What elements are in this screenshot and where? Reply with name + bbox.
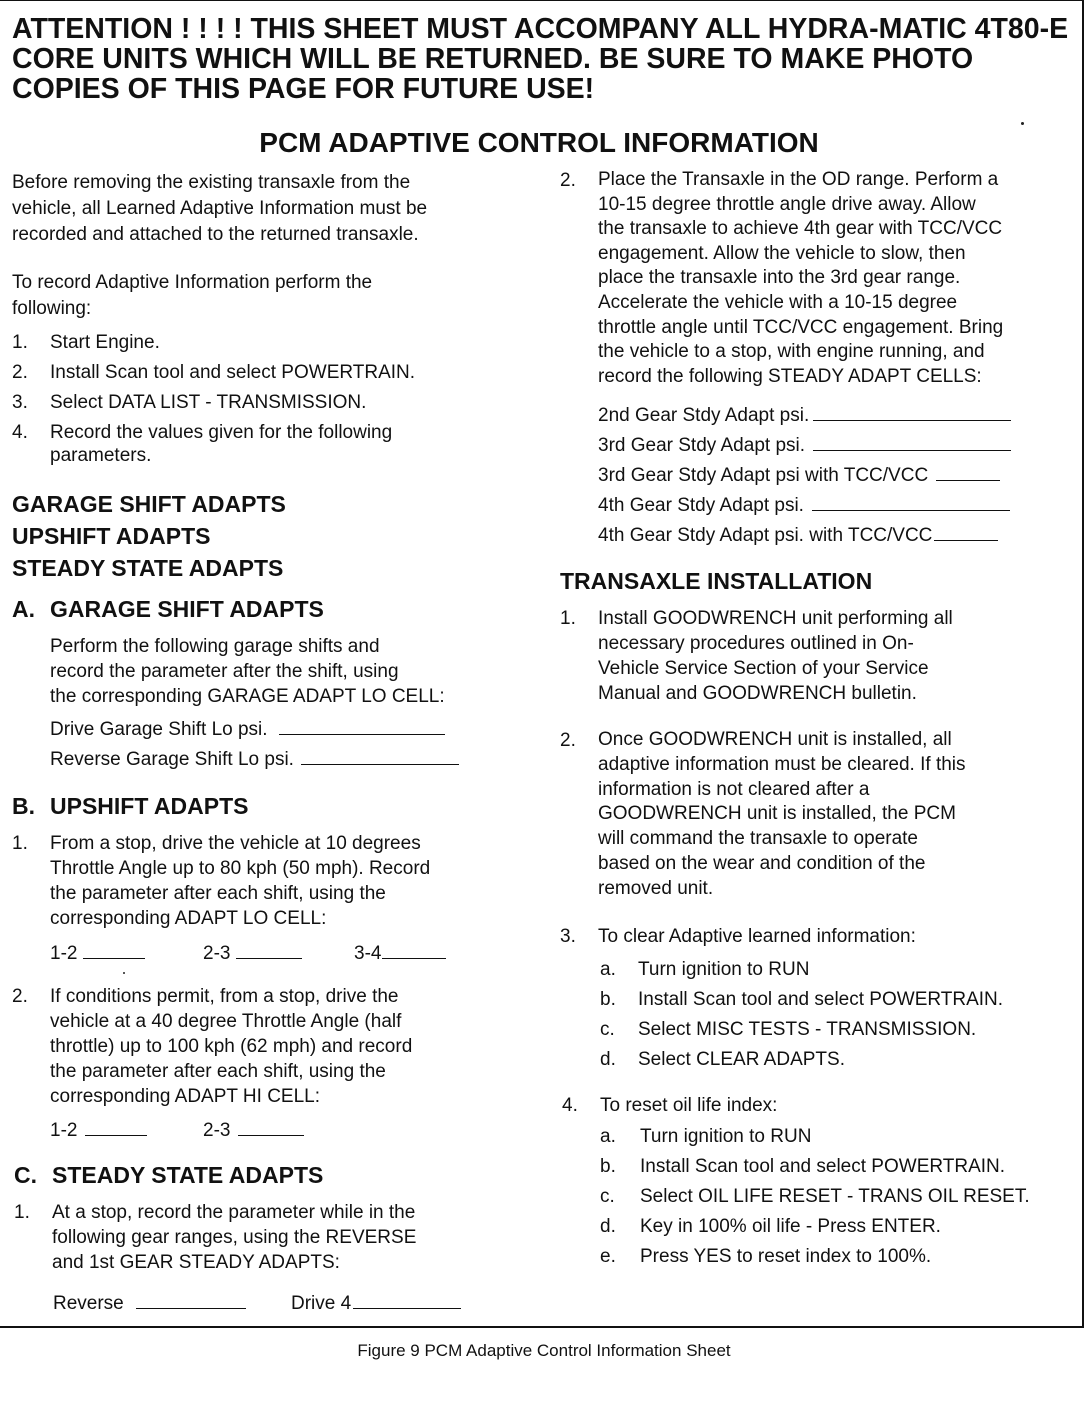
install-3b-text: Install Scan tool and select POWERTRAIN.: [638, 989, 1004, 1010]
stdy-4th-field: 4th Gear Stdy Adapt psi.: [598, 492, 1010, 519]
install-2-num: 2.: [560, 730, 576, 751]
page-title: PCM ADAPTIVE CONTROL INFORMATION: [259, 127, 819, 158]
section-b-title: UPSHIFT ADAPTS: [50, 793, 249, 819]
reverse-garage-blank[interactable]: [301, 746, 459, 765]
drive-4-field: Drive 4: [291, 1290, 461, 1317]
install-3a-text: Turn ignition to RUN: [638, 959, 810, 980]
install-1-num: 1.: [560, 608, 576, 629]
attention-banner: ATTENTION ! ! ! ! THIS SHEET MUST ACCOMPANY ALL HYDRA-MATIC 4T80-E CORE UNITS WHICH WILL BE RETURNED. BE SURE TO MAKE PHOTO COPIES OF THIS PAGE FOR FUTURE USE!: [12, 13, 1069, 105]
stdy-4th-tcc-blank[interactable]: [934, 522, 998, 541]
install-4e-text: Press YES to reset index to 100%.: [640, 1246, 932, 1267]
stdy-3rd-field: 3rd Gear Stdy Adapt psi.: [598, 432, 1011, 459]
install-4a-letter: a.: [600, 1126, 616, 1147]
install-4b-text: Install Scan tool and select POWERTRAIN.: [640, 1156, 1006, 1177]
section-b-item2-num: 2.: [12, 986, 28, 1007]
install-3-text: To clear Adaptive learned information:: [598, 926, 916, 947]
step-4-text: Record the values given for the following: [50, 422, 393, 443]
section-c-letter: C.: [14, 1162, 37, 1188]
section-b-item1-num: 1.: [12, 833, 28, 854]
shift-2-3-hi: 2-3: [203, 1117, 304, 1144]
install-3b-letter: b.: [600, 989, 616, 1010]
step-2-text: Install Scan tool and select POWERTRAIN.: [50, 362, 416, 383]
install-4e-letter: e.: [600, 1246, 616, 1267]
drive-garage-blank[interactable]: [279, 716, 445, 735]
intro-paragraph-1: Before removing the existing transaxle from the vehicle, all Learned Adaptive Information must be recorded and attached to the returned transaxle.: [12, 172, 428, 245]
stdy-3rd-tcc-field: 3rd Gear Stdy Adapt psi with TCC/VCC: [598, 462, 1000, 489]
drive-4-blank[interactable]: [353, 1290, 461, 1309]
section-b-item1-text: From a stop, drive the vehicle at 10 degrees Throttle Angle up to 80 kph (50 mph). Record the parameter after each shift, using the corresponding ADAPT LO CELL:: [50, 833, 431, 929]
step-1: 1.: [12, 332, 28, 353]
figure-caption: Figure 9 PCM Adaptive Control Information Sheet: [357, 1341, 731, 1360]
stdy-3rd-tcc-blank[interactable]: [936, 462, 1000, 481]
shift-1-2-lo-blank[interactable]: [83, 940, 145, 959]
install-2-text: Once GOODWRENCH unit is installed, all adaptive information must be cleared. If this information is not cleared after a GOODWRENCH unit is installed, the PCM will command the transaxle to operate based on the wear and condition of the removed unit.: [598, 729, 966, 899]
right-item2-text: Place the Transaxle in the OD range. Perform a 10-15 degree throttle angle drive away. Allow the transaxle to achieve 4th gear with TCC/VCC engagement. Allow the vehicle to slow, then place the transaxle into the 3rd gear range. Accelerate the vehicle with a 10-15 degree throttle angle until TCC/VCC engagement. Bring the vehicle to a stop, with engine running, and record the following STEADY ADAPT CELLS:: [598, 169, 1004, 387]
speck: [123, 972, 125, 974]
section-a-letter: A.: [12, 596, 35, 622]
step-3-text: Select DATA LIST - TRANSMISSION.: [50, 392, 367, 413]
section-a-text: Perform the following garage shifts and record the parameter after the shift, using the corresponding GARAGE ADAPT LO CELL:: [50, 636, 445, 707]
intro-paragraph-2: To record Adaptive Information perform the following:: [12, 272, 373, 319]
install-4a-text: Turn ignition to RUN: [640, 1126, 812, 1147]
stdy-2nd-blank[interactable]: [813, 402, 1011, 421]
install-4b-letter: b.: [600, 1156, 616, 1177]
install-4-text: To reset oil life index:: [600, 1095, 778, 1116]
install-4-num: 4.: [562, 1095, 578, 1116]
install-4d-letter: d.: [600, 1216, 616, 1237]
install-3a-letter: a.: [600, 959, 616, 980]
shift-2-3-lo-blank[interactable]: [236, 940, 302, 959]
stdy-2nd-field: 2nd Gear Stdy Adapt psi.: [598, 402, 1011, 429]
section-b-letter: B.: [12, 793, 35, 819]
speck: [1021, 122, 1024, 125]
install-3c-letter: c.: [600, 1019, 615, 1040]
section-a-title: GARAGE SHIFT ADAPTS: [50, 596, 324, 622]
shift-1-2-lo: 1-2: [50, 940, 145, 967]
install-4c-letter: c.: [600, 1186, 615, 1207]
section-c-item1-text: At a stop, record the parameter while in the following gear ranges, using the REVERSE and 1st GEAR STEADY ADAPTS:: [52, 1202, 417, 1273]
install-4c-text: Select OIL LIFE RESET - TRANS OIL RESET.: [640, 1186, 1030, 1207]
shift-2-3-lo: 2-3: [203, 940, 302, 967]
install-3c-text: Select MISC TESTS - TRANSMISSION.: [638, 1019, 977, 1040]
step-3: 3.: [12, 392, 28, 413]
section-c-item1-num: 1.: [14, 1202, 30, 1223]
install-3d-text: Select CLEAR ADAPTS.: [638, 1049, 845, 1070]
install-4d-text: Key in 100% oil life - Press ENTER.: [640, 1216, 941, 1237]
install-3d-letter: d.: [600, 1049, 616, 1070]
step-1-text: Start Engine.: [50, 332, 160, 353]
install-title: TRANSAXLE INSTALLATION: [560, 568, 873, 594]
step-4-text-cont: parameters.: [50, 445, 152, 466]
reverse-field: Reverse: [53, 1290, 246, 1317]
step-4: 4.: [12, 422, 28, 443]
shift-3-4-lo-blank[interactable]: [382, 940, 446, 959]
step-2: 2.: [12, 362, 28, 383]
shift-1-2-hi: 1-2: [50, 1117, 147, 1144]
stdy-4th-tcc-field: 4th Gear Stdy Adapt psi. with TCC/VCC: [598, 522, 998, 549]
list-head-upshift: UPSHIFT ADAPTS: [12, 523, 211, 549]
shift-2-3-hi-blank[interactable]: [238, 1117, 304, 1136]
drive-garage-field: Drive Garage Shift Lo psi.: [50, 716, 445, 743]
reverse-blank[interactable]: [136, 1290, 246, 1309]
stdy-3rd-blank[interactable]: [813, 432, 1011, 451]
shift-3-4-lo: 3-4: [354, 940, 446, 967]
install-1-text: Install GOODWRENCH unit performing all necessary procedures outlined in On- Vehicle Service Section of your Service Manual and GOODWRENCH bulletin.: [598, 608, 953, 704]
section-c-title: STEADY STATE ADAPTS: [52, 1162, 324, 1188]
stdy-4th-blank[interactable]: [812, 492, 1010, 511]
shift-1-2-hi-blank[interactable]: [85, 1117, 147, 1136]
reverse-garage-field: Reverse Garage Shift Lo psi.: [50, 746, 459, 773]
section-b-item2-text: If conditions permit, from a stop, drive the vehicle at a 40 degree Throttle Angle (half throttle) up to 100 kph (62 mph) and record the parameter after each shift, using the corresponding ADAPT HI CELL:: [50, 986, 413, 1107]
list-head-garage: GARAGE SHIFT ADAPTS: [12, 491, 286, 517]
install-3-num: 3.: [560, 926, 576, 947]
right-item2-num: 2.: [560, 170, 576, 191]
list-head-steady: STEADY STATE ADAPTS: [12, 555, 284, 581]
